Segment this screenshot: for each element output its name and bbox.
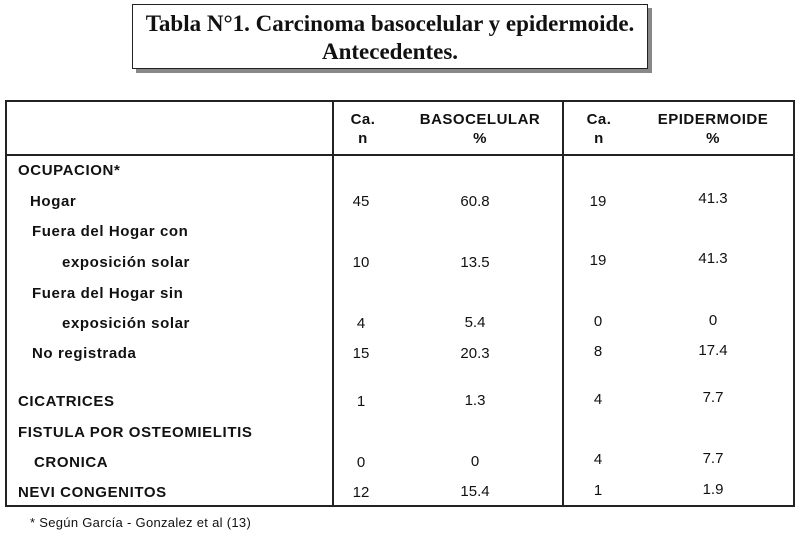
cell-n2: 19 [589,252,607,269]
cell-p1: 0 [470,453,480,470]
cell-p1: 20.3 [460,345,490,362]
cell-p2: 1.9 [702,481,724,498]
column-divider-2 [562,100,564,507]
cell-n1: 4 [356,315,366,332]
row-label-hogar: Hogar [30,193,77,210]
row-label-cronica: CRONICA [34,454,109,471]
cell-n2: 4 [593,391,603,408]
row-label-exposicion-solar-1: exposición solar [62,254,190,271]
footnote: * Según García - Gonzalez et al (13) [30,515,252,530]
row-label-exposicion-solar-2: exposición solar [62,315,190,332]
cell-p1: 15.4 [460,483,490,500]
title-line-1: Tabla N°1. Carcinoma basocelular y epidermoide. [145,11,635,36]
cell-n2: 19 [589,193,607,210]
row-label-fuera-sin: Fuera del Hogar sin [32,285,184,302]
cell-p2: 0 [708,312,718,329]
table-frame [5,100,795,507]
header-divider [5,154,795,156]
header-ca-n-epidermoide: Ca. n [586,111,612,147]
cell-n2: 8 [593,343,603,360]
cell-n2: 4 [593,451,603,468]
cell-n1: 1 [356,393,366,410]
title-line-2: Antecedentes. [321,39,459,64]
cell-p1: 1.3 [464,392,486,409]
cell-n1: 15 [352,345,370,362]
cell-p1: 13.5 [460,254,490,271]
cell-p2: 17.4 [698,342,728,359]
row-label-fuera-con: Fuera del Hogar con [32,223,189,240]
cell-p1: 5.4 [464,314,486,331]
column-divider-1 [332,100,334,507]
cell-n1: 0 [356,454,366,471]
cell-n2: 0 [593,313,603,330]
cell-p2: 41.3 [698,250,728,267]
cell-p1: 60.8 [460,193,490,210]
cell-p2: 41.3 [698,190,728,207]
header-ca-n-basocelular: Ca. n [350,111,376,147]
cell-p2: 7.7 [702,450,724,467]
cell-p2: 7.7 [702,389,724,406]
row-label-no-registrada: No registrada [32,345,137,362]
header-basocelular: BASOCELULAR % [419,111,541,147]
row-label-fistula: FISTULA POR OSTEOMIELITIS [18,424,253,441]
row-label-nevi-congenitos: NEVI CONGENITOS [18,484,167,501]
table-title [132,4,648,69]
cell-n1: 12 [352,484,370,501]
cell-n1: 45 [352,193,370,210]
cell-n2: 1 [593,482,603,499]
cell-n1: 10 [352,254,370,271]
row-label-ocupacion: OCUPACION* [18,162,121,179]
row-label-cicatrices: CICATRICES [18,393,115,410]
header-epidermoide: EPIDERMOIDE % [657,111,769,147]
